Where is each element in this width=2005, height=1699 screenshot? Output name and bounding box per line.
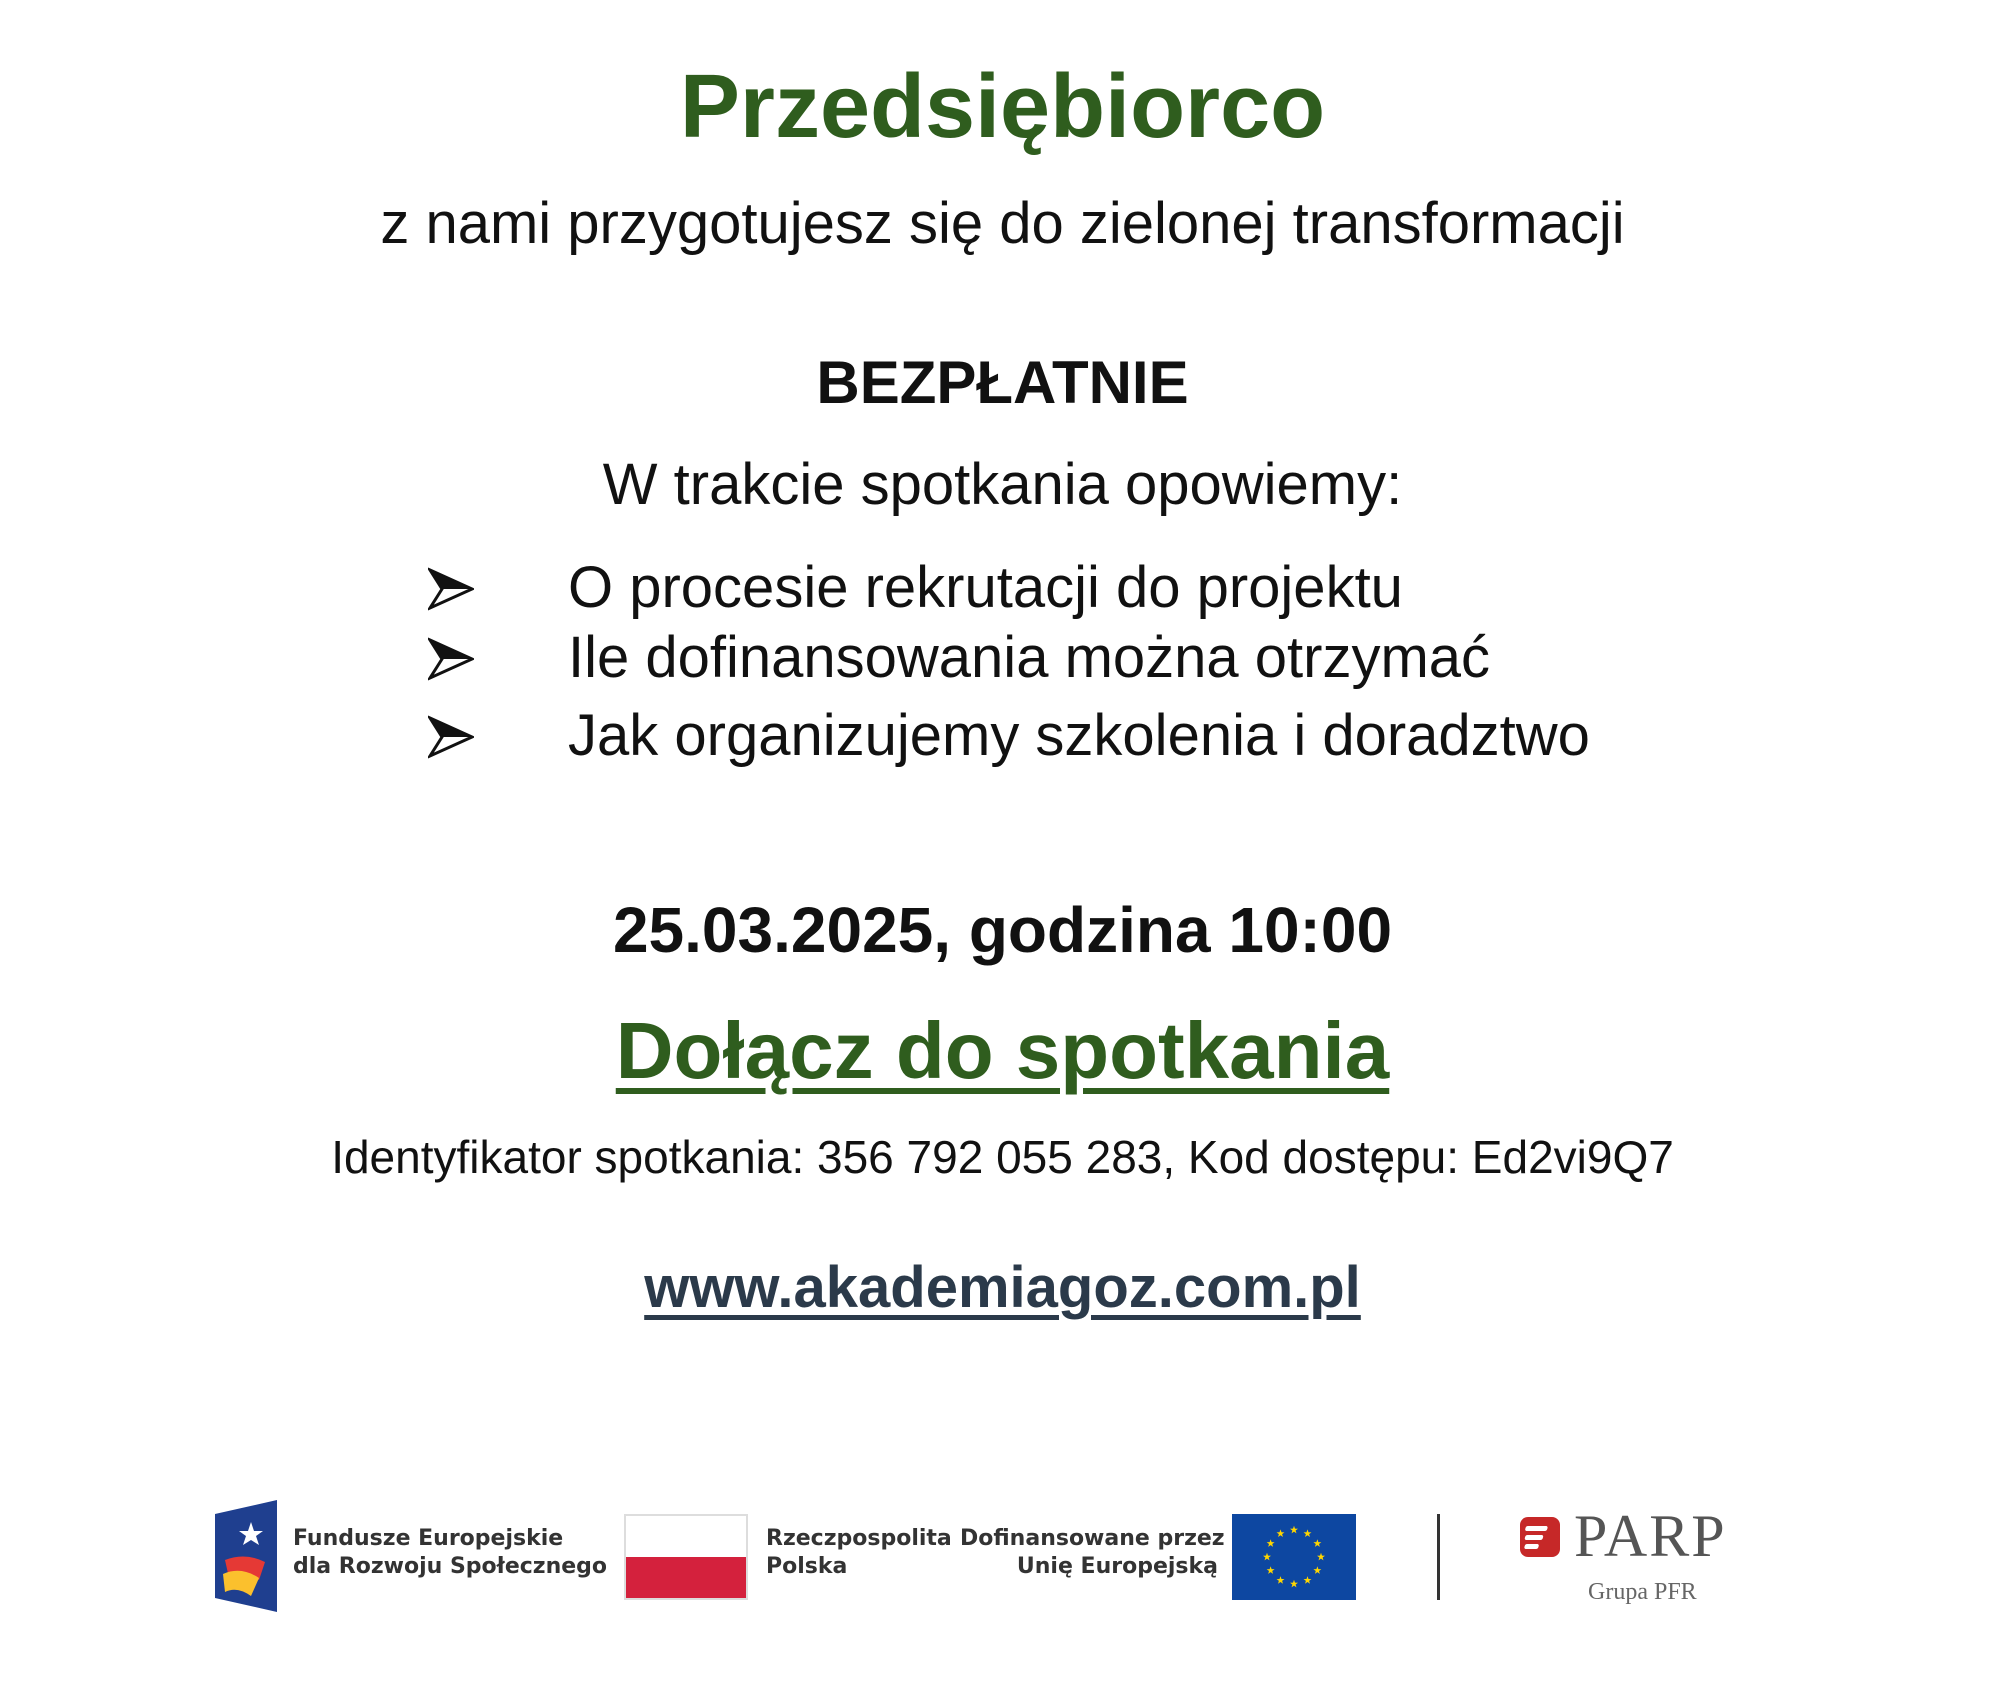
fundusze-europejskie-logo-icon [215, 1500, 277, 1612]
free-label: BEZPŁATNIE [816, 349, 1189, 416]
topic-text: Jak organizujemy szkolenia i doradztwo [568, 703, 1590, 768]
topic-text: O procesie rekrutacji do projektu [568, 555, 1403, 620]
event-datetime: 25.03.2025, godzina 10:00 [612, 894, 1393, 966]
eu-flag-icon [1232, 1514, 1356, 1600]
website-link[interactable]: www.akademiagoz.com.pl [644, 1255, 1361, 1320]
fundusze-europejskie-text: Fundusze Europejskie dla Rozwoju Społecznego [293, 1526, 608, 1579]
parp-logo-icon [1518, 1515, 1562, 1559]
arrowhead-bullet-icon [428, 714, 474, 760]
rzeczpospolita-polska-text: Rzeczpospolita Polska [766, 1526, 952, 1579]
join-meeting-link[interactable]: Dołącz do spotkania [615, 1006, 1390, 1095]
join-meeting-link-row [0, 1005, 2005, 1097]
website-link-row [0, 1256, 2005, 1320]
parp-group: Grupa PFR [1588, 1579, 1697, 1605]
headline: Przedsiębiorco [679, 57, 1326, 157]
meeting-info: Identyfikator spotkania: 356 792 055 283, Kod dostępu: Ed2vi9Q7 [331, 1131, 1674, 1183]
arrowhead-bullet-icon [428, 566, 474, 612]
polish-flag-icon [624, 1514, 748, 1600]
intro-text: W trakcie spotkania opowiemy: [602, 452, 1403, 517]
logo-divider [1437, 1514, 1440, 1600]
parp-name: PARP [1574, 1503, 1727, 1569]
arrowhead-bullet-icon [428, 636, 474, 682]
topic-text: Ile dofinansowania można otrzymać [568, 625, 1491, 690]
eu-cofunded-text: Dofinansowane przez Unię Europejską [960, 1526, 1225, 1579]
subtitle: z nami przygotujesz się do zielonej transformacji [380, 191, 1625, 256]
